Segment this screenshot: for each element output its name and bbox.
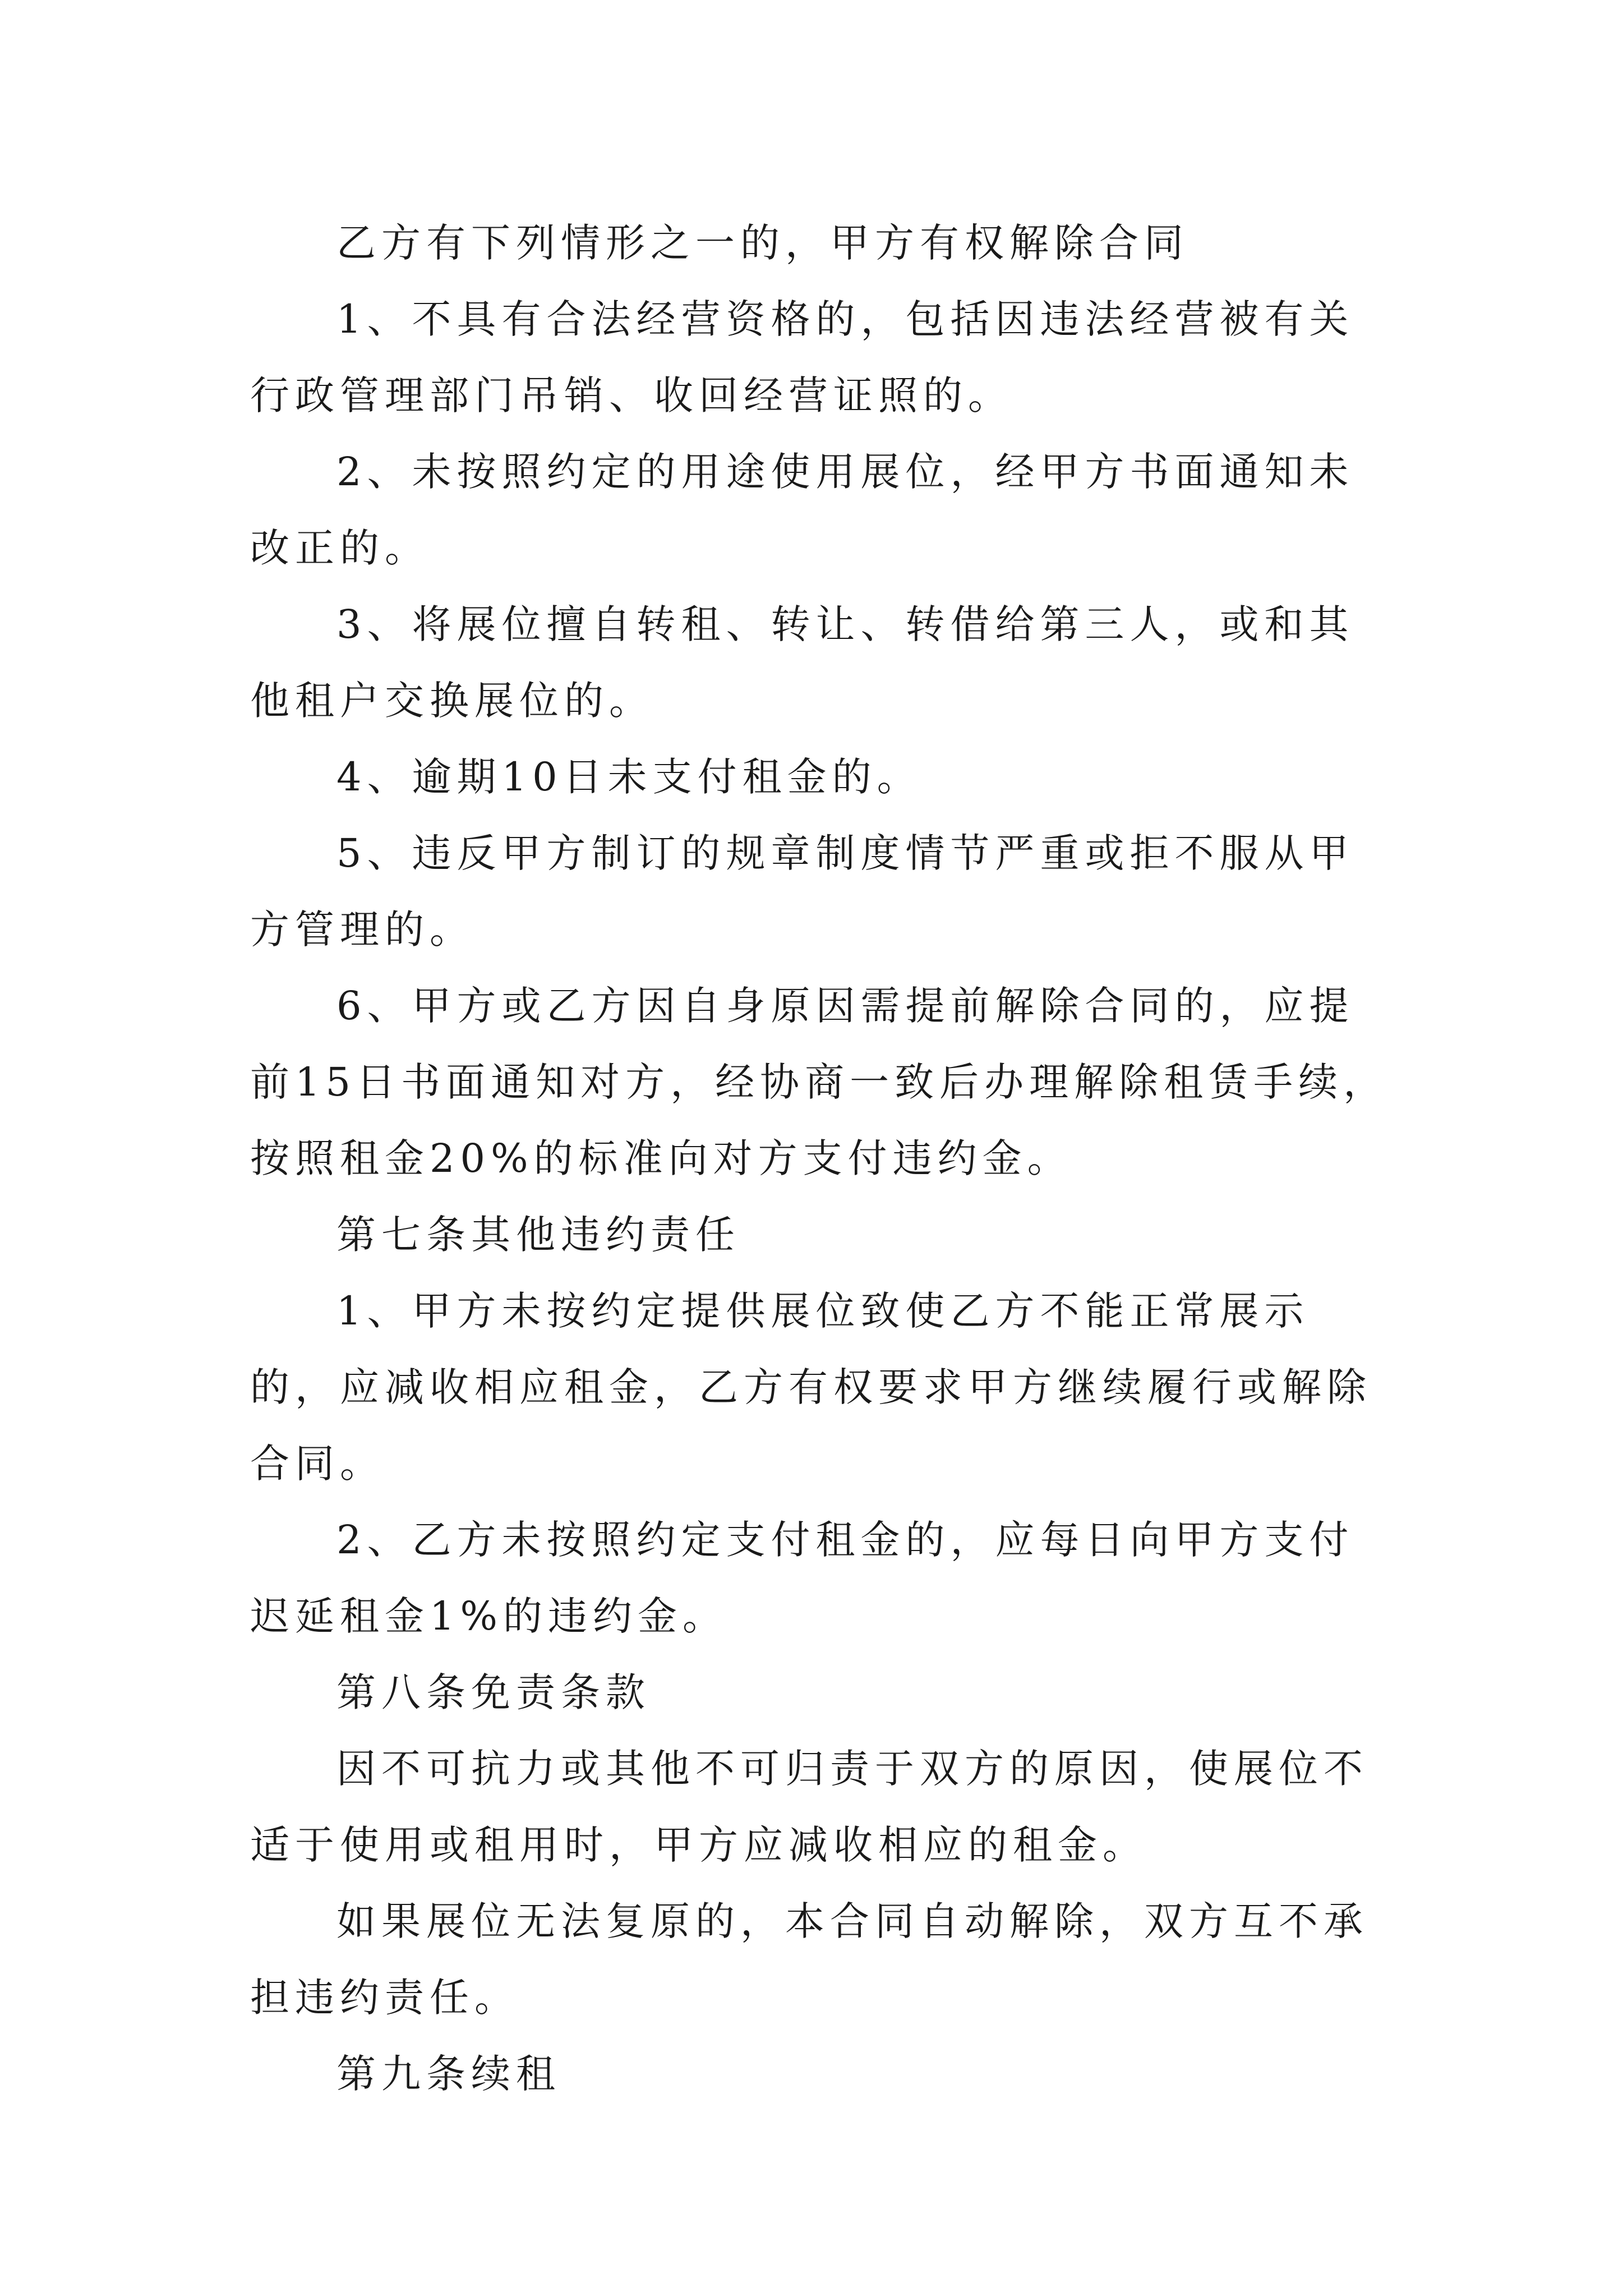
paragraph-clause-2: 2、未按照约定的用途使用展位，经甲方书面通知未改正的。 [250,449,1354,571]
paragraph-clause-5: 5、违反甲方制订的规章制度情节严重或拒不服从甲方管理的。 [250,830,1354,953]
paragraph-article-7-clause-1: 1、甲方未按约定提供展位致使乙方不能正常展示的，应减收相应租金，乙方有权要求甲方继续履行或解除合同。 [250,1288,1372,1487]
section-heading-article-9: 第九条续租 [336,2051,561,2097]
paragraph-article-8-body-1: 因不可抗力或其他不可归责于双方的原因，使展位不适于使用或租用时，甲方应减收相应的租金。 [250,1746,1368,1868]
paragraph-clause-1: 1、不具有合法经营资格的，包括因违法经营被有关行政管理部门吊销、收回经营证照的。 [250,296,1354,418]
paragraph-article-8-body-2: 如果展位无法复原的，本合同自动解除，双方互不承担违约责任。 [250,1898,1368,2021]
section-heading-article-8: 第八条免责条款 [336,1669,651,1715]
paragraph-termination-intro: 乙方有下列情形之一的，甲方有权解除合同 [336,220,1189,266]
section-heading-article-7: 第七条其他违约责任 [336,1212,740,1258]
paragraph-clause-6: 6、甲方或乙方因自身原因需提前解除合同的，应提前15日书面通知对方，经协商一致后办理解除租赁手续，按照租金20%的标准向对方支付违约金。 [250,983,1389,1181]
paragraph-clause-3: 3、将展位擅自转租、转让、转借给第三人，或和其他租户交换展位的。 [250,601,1354,724]
paragraph-article-7-clause-2: 2、乙方未按照约定支付租金的，应每日向甲方支付迟延租金1%的违约金。 [250,1517,1354,1639]
document-body [250,205,1389,2112]
paragraph-clause-4: 4、逾期10日未支付租金的。 [336,754,922,800]
